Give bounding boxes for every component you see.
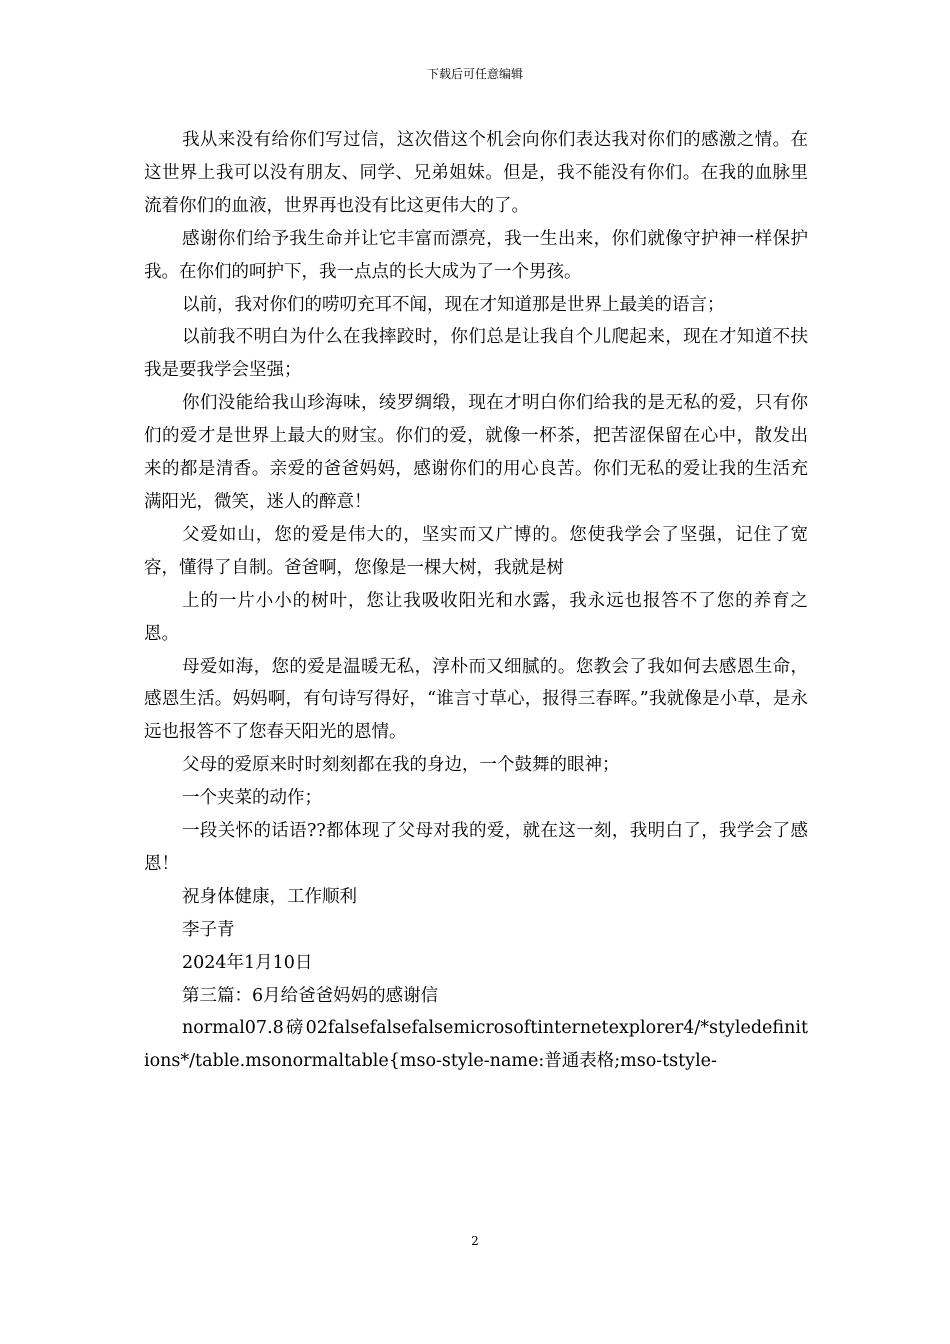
paragraph: 以前我不明白为什么在我摔跤时，你们总是让我自个儿爬起来，现在才知道不扶我是要我学会坚强； [144, 327, 808, 381]
page-number: 2 [471, 1234, 479, 1248]
paragraph: 感谢你们给予我生命并让它丰富而漂亮，我一生出来，你们就像守护神一样保护我。在你们的呵护下，我一点点的长大成为了一个男孩。 [144, 228, 808, 282]
paragraph: 我从来没有给你们写过信，这次借这个机会向你们表达我对你们的感激之情。在这世界上我可以没有朋友、同学、兄弟姐妹。但是，我不能没有你们。在我的血脉里流着你们的血液，世界再也没有比这更伟大的了。 [144, 130, 808, 216]
paragraph: 以前，我对你们的唠叨充耳不闻，现在才知道那是世界上最美的语言； [182, 294, 725, 315]
closing-wish: 祝身体健康，工作顺利 [182, 886, 357, 907]
paragraph: 一段关怀的话语??都体现了父母对我的爱，就在这一刻，我明白了，我学会了感恩！ [144, 821, 808, 874]
paragraph: 父母的爱原来时时刻刻都在我的身边，一个鼓舞的眼神； [182, 755, 620, 776]
paragraph: 一个夹菜的动作； [182, 788, 322, 809]
page-header: 下载后可任意编辑 [426, 67, 523, 81]
letter-date: 2024年1月10日 [182, 952, 313, 973]
signature-name: 李子青 [182, 919, 235, 940]
paragraph: normal07.8磅02falsefalsefalsemicrosoftinternetexplorer4/*styledefinitions*/table.msonormaltable{mso-style-name:普通表格;mso-tstyle- [144, 1018, 808, 1072]
letter-body [144, 124, 808, 1078]
section-title: 第三篇：6月给爸爸妈妈的感谢信 [182, 985, 439, 1006]
paragraph: 母爱如海，您的爱是温暖无私，淳朴而又细腻的。您教会了我如何去感恩生命，感恩生活。妈妈啊，有句诗写得好，“谁言寸草心，报得三春晖。”我就像是小草，是永远也报答不了您春天阳光的恩情。 [144, 656, 808, 743]
paragraph: 上的一片小小的树叶，您让我吸收阳光和水露，我永远也报答不了您的养育之恩。 [144, 590, 808, 644]
paragraph: 父爱如山，您的爱是伟大的，坚实而又广博的。您使我学会了坚强，记住了宽容，懂得了自制。爸爸啊，您像是一棵大树，我就是树 [144, 524, 808, 578]
paragraph: 你们没能给我山珍海味，绫罗绸缎，现在才明白你们给我的是无私的爱，只有你们的爱才是世界上最大的财宝。你们的爱，就像一杯茶，把苦涩保留在心中，散发出来的都是清香。亲爱的爸爸妈妈，感谢你们的用心良苦。你们无私的爱让我的生活充满阳光，微笑，迷人的醉意！ [144, 393, 808, 512]
